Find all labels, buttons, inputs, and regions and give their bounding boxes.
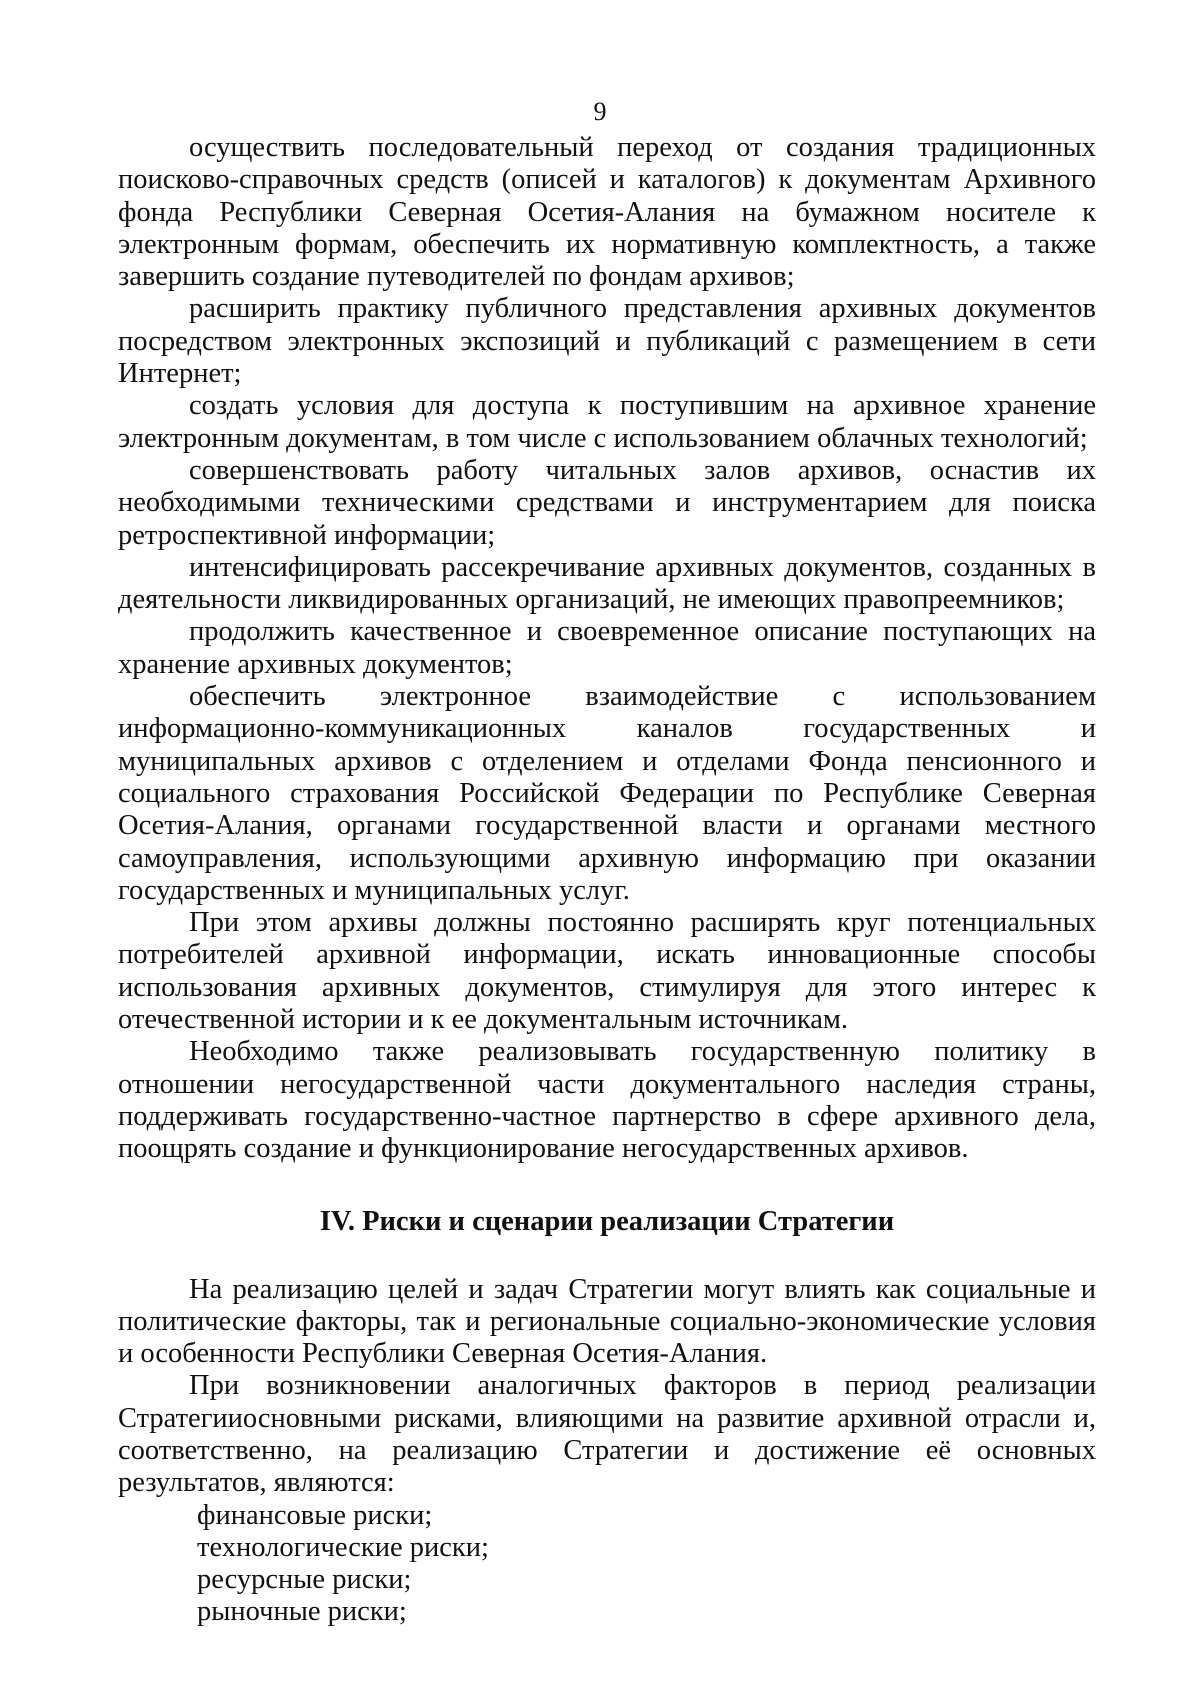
list-item: технологические риски; — [197, 1531, 489, 1563]
paragraph: Необходимо также реализовывать государственную политику в отношении негосударственной части документального наследия страны, поддерживать государственно-частное партнерство в сфере архивного дела, поощрять создание и функционирование негосударственных архивов. — [118, 1036, 1096, 1165]
paragraph: При возникновении аналогичных факторов в период реализации Стратегииосновными рисками, влияющими на развитие архивной отрасли и, соответственно, на реализацию Стратегии и достижение её основных результатов, являются: — [118, 1370, 1096, 1499]
list-item: ресурсные риски; — [197, 1564, 412, 1596]
section-heading: IV. Риски и сценарии реализации Стратегии — [319, 1205, 895, 1237]
paragraph: интенсифицировать рассекречивание архивных документов, созданных в деятельности ликвидированных организаций, не имеющих правопреемников; — [118, 551, 1096, 616]
paragraph: совершенствовать работу читальных залов архивов, оснастив их необходимыми техническими средствами и инструментарием для поиска ретроспективной информации; — [118, 454, 1096, 551]
paragraph: продолжить качественное и своевременное описание поступающих на хранение архивных документов; — [118, 616, 1096, 680]
document-body — [118, 132, 1096, 1629]
paragraph: создать условия для доступа к поступившим на архивное хранение электронным документам, в том числе с использованием облачных технологий; — [118, 390, 1096, 454]
list-item: финансовые риски; — [197, 1499, 433, 1531]
paragraph: При этом архивы должны постоянно расширять круг потенциальных потребителей архивной информации, искать инновационные способы использования архивных документов, стимулируя для этого интерес к отечественной истории и к ее документальным источникам. — [118, 907, 1096, 1036]
paragraph: На реализацию целей и задач Стратегии могут влиять как социальные и политические факторы, так и региональные социально-экономические условия и особенности Республики Северная Осетия-Алания. — [118, 1273, 1096, 1370]
paragraph: расширить практику публичного представления архивных документов посредством электронных экспозиций и публикаций с размещением в сети Интернет; — [118, 293, 1096, 390]
page-number: 9 — [593, 97, 607, 126]
list-item: рыночные риски; — [197, 1596, 407, 1628]
paragraph: осуществить последовательный переход от создания традиционных поисково-справочных средств (описей и каталогов) к документам Архивного фонда Республики Северная Осетия-Алания на бумажном носителе к электронным формам, обеспечить их нормативную комплектность, а также завершить создание путеводителей по фондам архивов; — [118, 132, 1096, 293]
paragraph: обеспечить электронное взаимодействие с использованием информационно-коммуникационных каналов государственных и муниципальных архивов с отделением и отделами Фонда пенсионного и социального страхования Российской Федерации по Республике Северная Осетия-Алания, органами государственной власти и органами местного самоуправления, использующими архивную информацию при оказании государственных и муниципальных услуг. — [118, 681, 1096, 906]
